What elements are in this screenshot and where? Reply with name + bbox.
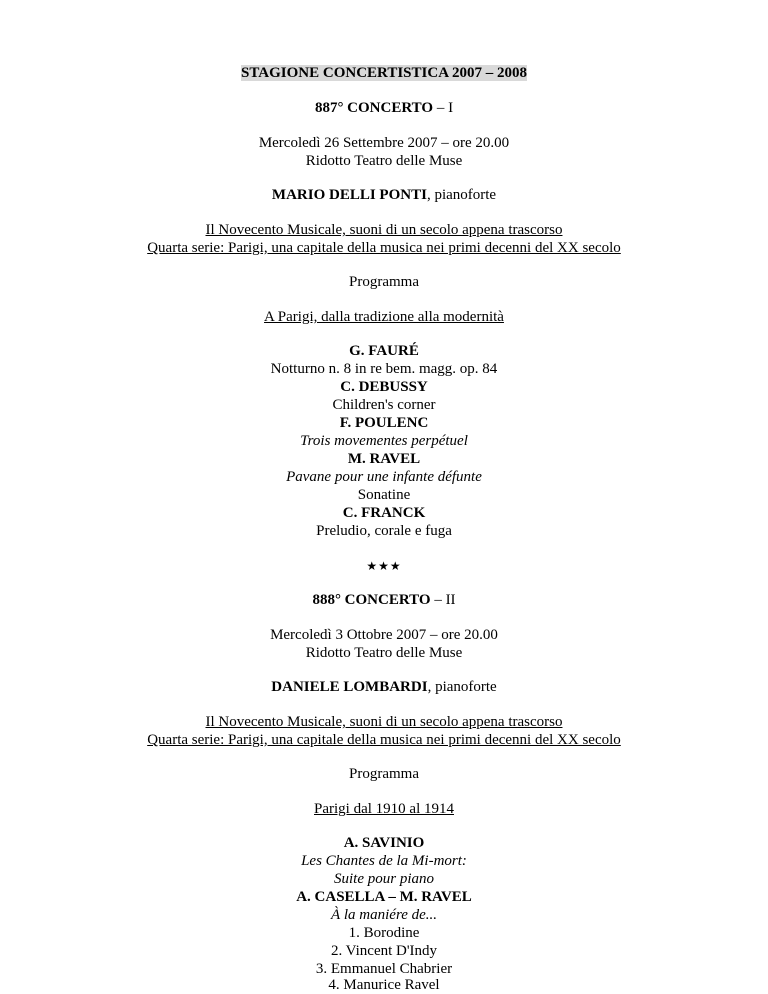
concert-2-instrument: , pianoforte — [427, 679, 497, 695]
concert-2-venue: Ridotto Teatro delle Muse — [305, 645, 463, 661]
program-work: Pavane pour une infante défunte — [286, 469, 482, 485]
concert-1-performer: MARIO DELLI PONTI — [271, 187, 427, 203]
concert-2-series-line-1: Il Novecento Musicale, suoni di un secolo appena trascorso — [205, 714, 563, 730]
program-work: Trois movementes perpétuel — [300, 433, 468, 449]
program-movement: 3. Emmanuel Chabrier — [315, 961, 453, 977]
program-work: Sonatine — [357, 487, 411, 503]
program-composer: G. FAURÉ — [349, 343, 419, 359]
concert-1-program-title: A Parigi, dalla tradizione alla modernità — [264, 309, 504, 325]
program-composer: C. DEBUSSY — [340, 379, 428, 395]
concert-1-program-label: Programma — [349, 274, 419, 290]
concert-2-program-label: Programma — [349, 766, 419, 782]
concert-1-series-line-1: Il Novecento Musicale, suoni di un secolo appena trascorso — [205, 222, 563, 238]
program-work: Notturno n. 8 in re bem. magg. op. 84 — [270, 361, 498, 377]
program-work: À la maniére de... — [330, 907, 438, 923]
program-composer: A. SAVINIO — [343, 835, 425, 851]
concert-1-performer-line — [0, 186, 768, 204]
concert-2-series-line-2: Quarta serie: Parigi, una capitale della musica nei primi decenni del XX secolo — [147, 732, 621, 748]
program-work: Children's corner — [332, 397, 436, 413]
program-composer: C. FRANCK — [342, 505, 426, 521]
concert-2-roman: – II — [430, 592, 456, 608]
concert-2-heading — [0, 591, 768, 609]
program-composer: M. RAVEL — [347, 451, 421, 467]
program-work: Les Chantes de la Mi-mort: — [301, 853, 467, 869]
concert-2-performer-line — [0, 678, 768, 696]
concert-2-date: Mercoledì 3 Ottobre 2007 – ore 20.00 — [270, 627, 498, 643]
concert-1-series-line-2: Quarta serie: Parigi, una capitale della musica nei primi decenni del XX secolo — [147, 240, 621, 256]
program-movement: 4. Manurice Ravel — [328, 977, 440, 993]
concert-1-date: Mercoledì 26 Settembre 2007 – ore 20.00 — [258, 135, 510, 151]
concert-2-number: 888° CONCERTO — [312, 592, 431, 608]
concert-2-program-title: Parigi dal 1910 al 1914 — [314, 801, 454, 817]
program-composer: A. CASELLA – M. RAVEL — [296, 889, 472, 905]
concert-1-venue: Ridotto Teatro delle Muse — [305, 153, 463, 169]
separator-stars: ★★★ — [366, 559, 402, 573]
program-work: Preludio, corale e fuga — [316, 523, 452, 539]
concert-1-instrument: , pianoforte — [426, 187, 497, 203]
concert-1-heading — [0, 99, 768, 117]
program-composer: F. POULENC — [339, 415, 429, 431]
season-title: STAGIONE CONCERTISTICA 2007 – 2008 — [241, 65, 527, 81]
program-work: Suite pour piano — [334, 871, 434, 887]
concert-1-number: 887° CONCERTO — [314, 100, 434, 116]
program-movement: 2. Vincent D'Indy — [330, 943, 438, 959]
concert-1-roman: – I — [433, 100, 454, 116]
concert-2-performer: DANIELE LOMBARDI — [271, 679, 428, 695]
program-movement: 1. Borodine — [348, 925, 420, 941]
